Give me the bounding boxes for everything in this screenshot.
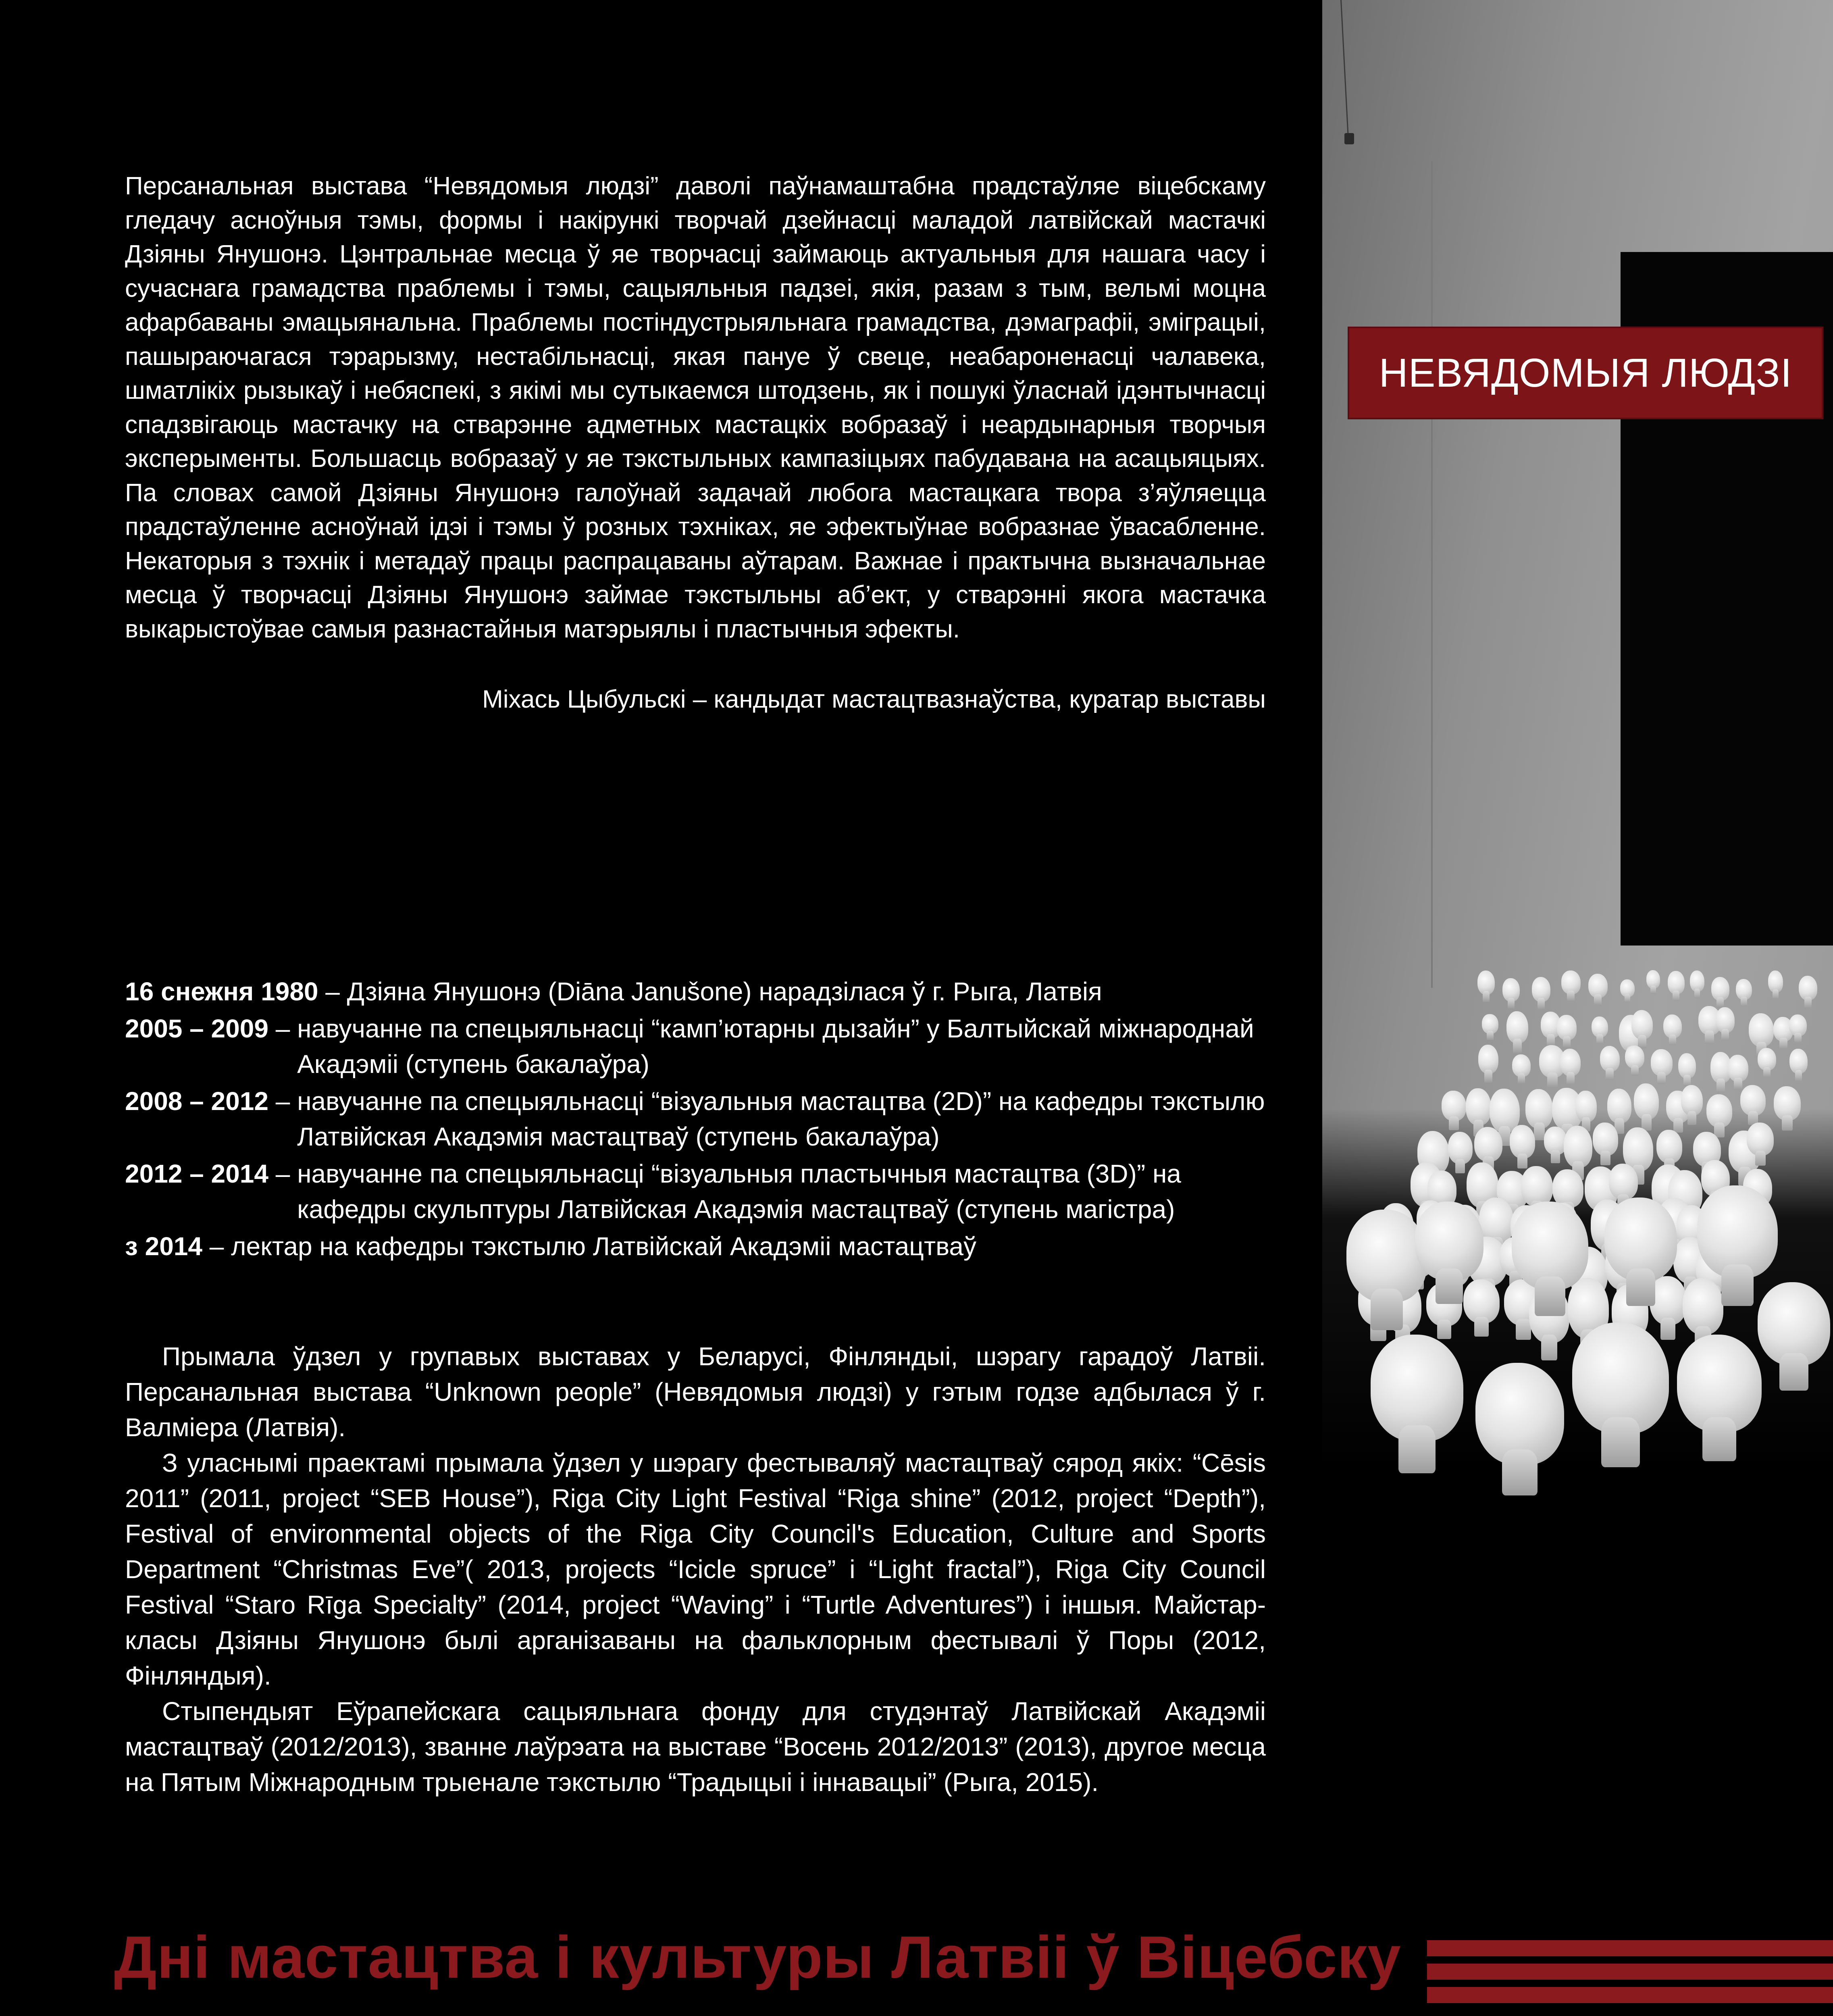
footer-stripe bbox=[1427, 1964, 1833, 1980]
sculpture-head bbox=[1448, 1132, 1473, 1164]
bio-date: 2005 – 2009 bbox=[125, 1014, 268, 1043]
sculpture-head bbox=[1716, 1007, 1735, 1033]
sculpture-head bbox=[1740, 1085, 1766, 1116]
sculpture-head bbox=[1677, 1335, 1762, 1432]
sculpture-head bbox=[1609, 1164, 1638, 1200]
sculpture-head bbox=[1510, 1125, 1535, 1158]
sculpture-head bbox=[1706, 1094, 1732, 1127]
sculpture-head bbox=[1463, 1279, 1500, 1323]
sculpture-head bbox=[1588, 974, 1608, 998]
sculpture-head bbox=[1371, 1335, 1463, 1441]
sculpture-head bbox=[1600, 1046, 1620, 1072]
sculpture-head bbox=[1564, 1126, 1592, 1168]
bio-text: навучанне па спецыяльнасці “візуальныя пластычныя мастацтва (3D)” на кафедры скульптуры Латвійская Акадэмія мастацтваў (ступень магістра) bbox=[297, 1159, 1181, 1224]
achievements-section bbox=[125, 1339, 1266, 1800]
sculpture-head bbox=[1711, 977, 1729, 1001]
title-badge bbox=[1348, 327, 1823, 419]
exhibitions-paragraph: Прымала ўдзел у групавых выставах у Беларусі, Фінляндыі, шэрагу гарадоў Латвіі. Персанальная выстава “Unknown people” (Невядомыя людзі) у гэтым годзе адбылася ў г. Валміера (Латвія). bbox=[125, 1342, 1266, 1442]
sculpture-head bbox=[1477, 971, 1495, 995]
sculpture-head bbox=[1512, 1202, 1588, 1290]
sculpture-head bbox=[1749, 1013, 1774, 1047]
sculpture-head bbox=[1474, 1127, 1503, 1162]
sculpture-head bbox=[1668, 971, 1685, 994]
sculpture-head bbox=[1736, 979, 1752, 1000]
footer-title: Дні мастацтва і культуры Латвіі ў Віцебску bbox=[114, 1924, 1401, 1991]
sculpture-head bbox=[1697, 1185, 1778, 1278]
sculpture-head bbox=[1521, 1166, 1552, 1207]
sculpture-head bbox=[1758, 1048, 1776, 1070]
bio-date: 2012 – 2014 bbox=[125, 1159, 268, 1188]
bio-birth: 16 снежня 1980 – Дзіяна Янушонэ (Diāna Janušone) нарадзілася ў г. Рыга, Латвія bbox=[125, 977, 1102, 1006]
bio-text: навучанне па спецыяльнасці “камп’ютарны дызайн” у Балтыйскай міжнароднай Акадэміі (ступень бакалаўра) bbox=[297, 1014, 1254, 1079]
sculpture-head bbox=[1506, 1011, 1528, 1043]
bio-current: з 2014 – лектар на кафедры тэкстылю Латвійскай Акадэміі мастацтваў bbox=[125, 1232, 976, 1261]
bio-current-text: лектар на кафедры тэкстылю Латвійскай Акадэміі мастацтваў bbox=[231, 1232, 976, 1261]
sculpture-head bbox=[1799, 976, 1818, 1001]
sculpture-head bbox=[1625, 1045, 1644, 1069]
sculpture-head bbox=[1475, 1363, 1564, 1465]
biography bbox=[125, 974, 1266, 1264]
bio-birth-date: 16 снежня 1980 bbox=[125, 977, 318, 1006]
sculpture-head bbox=[1415, 1202, 1483, 1281]
sculpture-head bbox=[1561, 971, 1581, 994]
sculpture-head bbox=[1656, 1130, 1682, 1163]
bio-birth-text: Дзіяна Янушонэ (Diāna Janušone) нарадзілася ў г. Рыга, Латвія bbox=[347, 977, 1102, 1006]
sculpture-head bbox=[1478, 1045, 1498, 1074]
wall-hook bbox=[1344, 133, 1354, 144]
sculpture-head bbox=[1592, 1016, 1608, 1038]
bio-date: 2008 – 2012 bbox=[125, 1087, 268, 1116]
sculpture-head bbox=[1728, 1055, 1748, 1081]
bio-row: 2012 – 2014 – навучанне па спецыяльнасці “візуальныя пластычныя мастацтва (3D)” на кафедры скульптуры Латвійская Акадэмія мастацтваў (ступень магістра) bbox=[125, 1156, 1266, 1227]
sculpture-head bbox=[1789, 1049, 1808, 1074]
sculpture-head bbox=[1593, 1123, 1618, 1156]
sculpture-head bbox=[1560, 1049, 1581, 1077]
wall-seam bbox=[1431, 161, 1433, 988]
bio-current-date: з 2014 bbox=[125, 1232, 202, 1261]
sculpture-head bbox=[1747, 1123, 1774, 1156]
sculpture-figures bbox=[1322, 960, 1833, 1516]
footer-stripe bbox=[1427, 1987, 1833, 2003]
sculpture-head bbox=[1482, 1014, 1498, 1034]
sculpture-head bbox=[1651, 1049, 1673, 1076]
sculpture-head bbox=[1690, 971, 1704, 992]
intro-section bbox=[125, 169, 1266, 716]
sculpture-head bbox=[1768, 971, 1783, 993]
intro-paragraph: Персанальная выстава “Невядомыя людзі” даволі паўнамаштабна прадстаўляе віцебскаму гледачу асноўныя тэмы, формы і накірункі творчай дзейнасці маладой латвійскай мастачкі Дзіяны Янушонэ. Цэнтральнае месца ў яе творчасці займаюць актуальныя для нашага часу і сучаснага грамадства праблемы і тэмы, сацыяльныя падзеі, якія, разам з тым, вельмі моцна афарбаваны эмацыянальна. Праблемы постіндустрыяльнага грамадства, дэмаграфіі, эміграцыі, пашыраючагася тэрарызму, нестабільнасці, якая пануе ў свеце, неабароненасці чалавека, шматлікіх рызыкаў і небяспекі, з якімі мы сутыкаемся штодзень, як і пошукі ўласнай ідэнтычнасці спадзвігаюць мастачку на стварэнне адметных мастацкіх вобразаў і неардынарныя творчыя эксперыменты. Большасць вобразаў у яе тэкстыльных кампазіцыях пабудавана на асацыяцыях. Па словах самой Дзіяны Янушонэ галоўнай задачай любога мастацкага твора з’яўляецца прадстаўленне асноўнай ідэі і тэмы ў розных тэхніках, яе эфектыўнае вобразнае ўвасабленне. Некаторыя з тэхнік і метадаў працы распрацаваны аўтарам. Важнае і практычна вызначальнае месца ў творчасці Дзіяны Янушонэ займае тэкстыльны аб’ект, у стварэнні якога мастачка выкарыстоўвае самыя разнастайныя матэрыялы і пластычныя эфекты. bbox=[125, 172, 1266, 643]
sculpture-head bbox=[1575, 1091, 1596, 1122]
sculpture-head bbox=[1557, 1015, 1577, 1040]
page-title: НЕВЯДОМЫЯ ЛЮДЗІ bbox=[1379, 350, 1792, 396]
sculpture-head bbox=[1789, 1014, 1807, 1036]
sculpture-head bbox=[1758, 1282, 1830, 1366]
sculpture-head bbox=[1604, 1198, 1677, 1281]
sculpture-head bbox=[1681, 1085, 1703, 1116]
sculpture-head bbox=[1683, 1278, 1724, 1335]
sculpture-head bbox=[1346, 1210, 1427, 1302]
sculpture-head bbox=[1466, 1088, 1491, 1126]
footer-stripe bbox=[1427, 1940, 1833, 1956]
sculpture-head bbox=[1678, 1053, 1696, 1079]
sculpture-head bbox=[1572, 1322, 1669, 1434]
sculpture-head bbox=[1525, 1089, 1553, 1129]
sculpture-head bbox=[1774, 1086, 1801, 1120]
sculpture-head bbox=[1663, 1014, 1682, 1038]
sculpture-head bbox=[1620, 979, 1635, 997]
sculpture-head bbox=[1532, 977, 1550, 1002]
sculpture-head bbox=[1512, 1054, 1531, 1077]
awards-paragraph: Стыпендыят Еўрапейскага сацыяльнага фонду для студэнтаў Латвійскай Акадэміі мастацтваў (2012/2013), званне лаўрэата на выставе “Восень 2012/2013” (2013), другое месца на Пятым Міжнародным трыенале тэкстылю “Традыцыі і іннавацыі” (Рыга, 2015). bbox=[125, 1697, 1266, 1797]
bio-text: навучанне па спецыяльнасці “візуальныя мастацтва (2D)” на кафедры тэкстылю Латвійская Акадэмія мастацтваў (ступень бакалаўра) bbox=[297, 1087, 1265, 1151]
bio-row: 2008 – 2012 – навучанне па спецыяльнасці “візуальныя мастацтва (2D)” на кафедры тэкстылю Латвійская Акадэмія мастацтваў (ступень бакалаўра) bbox=[125, 1083, 1266, 1154]
bio-row: 2005 – 2009 – навучанне па спецыяльнасці “камп’ютарны дызайн” у Балтыйскай міжнароднай Акадэміі (ступень бакалаўра) bbox=[125, 1011, 1266, 1082]
sculpture-head bbox=[1634, 1083, 1659, 1120]
sculpture-head bbox=[1646, 970, 1660, 989]
exhibition-photo bbox=[1322, 0, 1833, 2016]
curator-signature: Міхась Цыбульскі – кандыдат мастацтвазнаўства, куратар выставы bbox=[482, 685, 1266, 713]
sculpture-head bbox=[1490, 1089, 1520, 1133]
sculpture-head bbox=[1607, 1089, 1631, 1123]
sculpture-head bbox=[1442, 1091, 1466, 1121]
festivals-paragraph: З уласнымі праектамі прымала ўдзел у шэрагу фестываляў мастацтваў сярод якіх: “Cēsis 2011” (2011, project “SEB House”), Riga City Light Festival “Riga shine” (2012, project “Depth”), Festival of environmental objects of the Riga City Council's Education, Culture and Sports Department “Christmas Eve”( 2013, projects “Icicle spruce” і “Light fractal”), Riga City Council Festival “Staro Rīga Specialty” (2014, project “Waving” і “Turtle Adventures”) і іншыя. Майстар-класы Дзіяны Янушонэ былі арганізаваны на фальклорным фестывалі ў Поры (2012, Фінляндыя). bbox=[125, 1448, 1266, 1690]
sculpture-head bbox=[1631, 1010, 1653, 1040]
sculpture-head bbox=[1502, 978, 1520, 1002]
